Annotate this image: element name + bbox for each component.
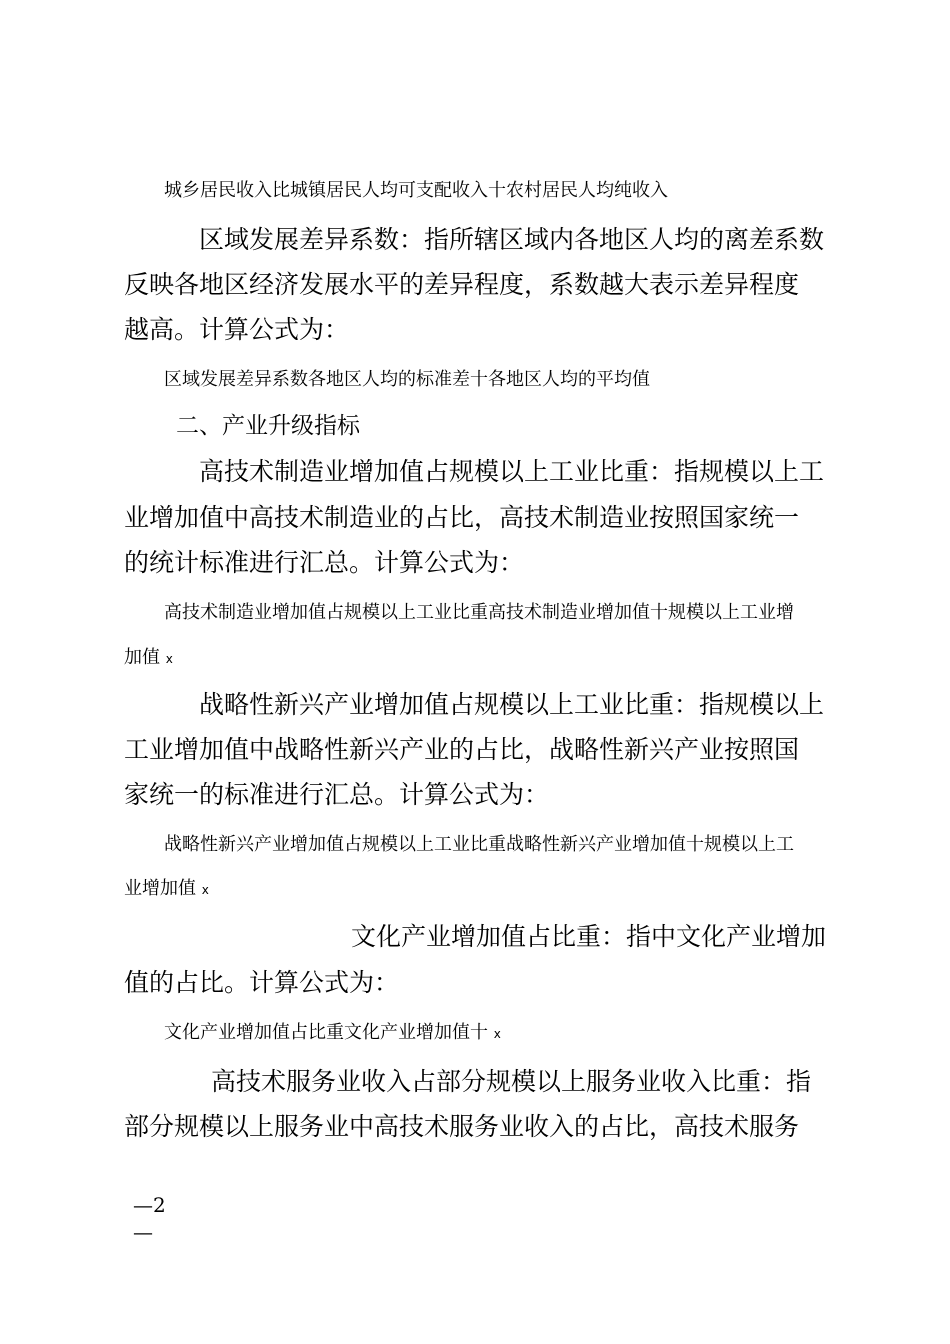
page-number: —2	[133, 1193, 166, 1217]
formula-text: 加值	[124, 647, 160, 668]
paragraph-line: 文化产业增加值占比重：指中文化产业增加	[351, 922, 827, 951]
paragraph-line: 高技术服务业收入占部分规模以上服务业收入比重：指	[211, 1067, 812, 1096]
paragraph-line: 业增加值中高技术制造业的占比，高技术制造业按照国家统一	[124, 503, 800, 532]
formula-urban-rural-income-ratio: 城乡居民收入比城镇居民人均可支配收入十农村居民人均纯收入	[164, 180, 668, 201]
paragraph-line: 区域发展差异系数：指所辖区域内各地区人均的离差系数	[199, 225, 825, 254]
paragraph-line: 值的占比。计算公式为：	[124, 968, 400, 997]
paragraph-line: 越高。计算公式为：	[124, 315, 350, 344]
formula-high-tech-manufacturing: 高技术制造业增加值占规模以上工业比重高技术制造业增加值十规模以上工业增	[164, 602, 794, 623]
formula-text: 业增加值	[124, 878, 196, 899]
formula-strategic-emerging-industry: 战略性新兴产业增加值占规模以上工业比重战略性新兴产业增加值十规模以上工	[164, 834, 794, 855]
page-number-dash: —	[133, 1220, 153, 1244]
formula-continuation	[124, 877, 209, 902]
paragraph-line: 反映各地区经济发展水平的差异程度，系数越大表示差异程度	[124, 270, 800, 299]
formula-continuation	[124, 646, 173, 671]
paragraph-line: 部分规模以上服务业中高技术服务业收入的占比，高技术服务	[124, 1112, 800, 1141]
paragraph-line: 工业增加值中战略性新兴产业的占比，战略性新兴产业按照国	[124, 735, 800, 764]
formula-text: 文化产业增加值占比重文化产业增加值十	[164, 1022, 488, 1043]
paragraph-line: 家统一的标准进行汇总。计算公式为：	[124, 780, 550, 809]
paragraph-line: 高技术制造业增加值占规模以上工业比重：指规模以上工	[199, 457, 825, 486]
multiply-symbol: x	[165, 652, 173, 666]
paragraph-line: 战略性新兴产业增加值占规模以上工业比重：指规模以上	[199, 690, 825, 719]
multiply-symbol: x	[493, 1027, 501, 1041]
formula-cultural-industry	[164, 1021, 501, 1046]
multiply-symbol: x	[201, 883, 209, 897]
paragraph-line: 的统计标准进行汇总。计算公式为：	[124, 548, 525, 577]
section-heading: 二、产业升级指标	[176, 413, 360, 439]
formula-regional-difference: 区域发展差异系数各地区人均的标准差十各地区人均的平均值	[164, 369, 650, 390]
